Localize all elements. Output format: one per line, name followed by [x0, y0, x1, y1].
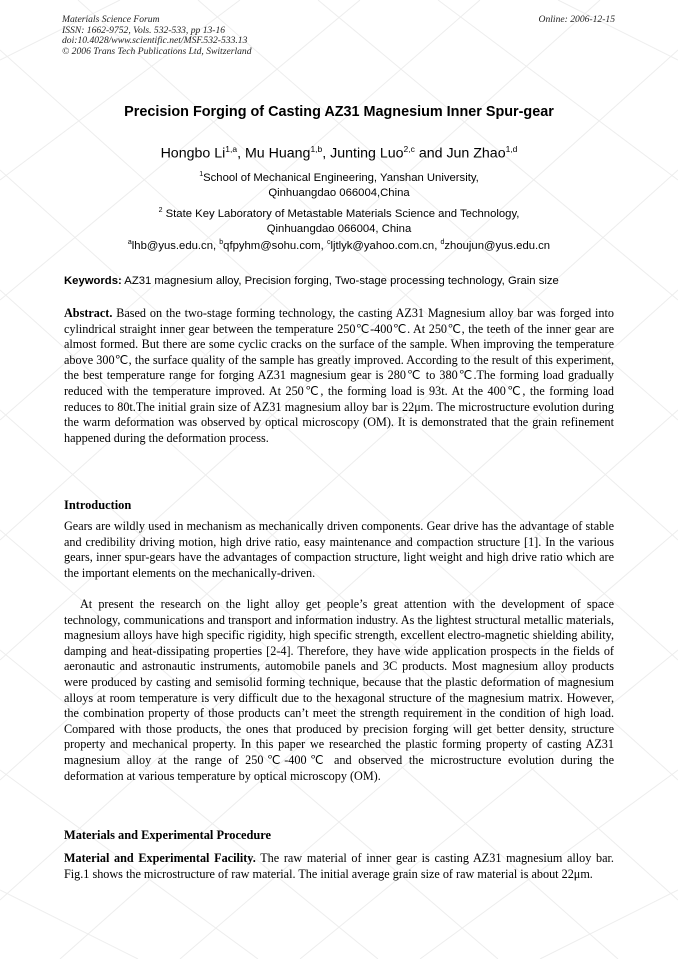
author-superscript: 1,a: [225, 144, 238, 154]
journal-header: [62, 15, 252, 57]
abstract-text: Based on the two-stage forming technology, the casting AZ31 Magnesium alloy bar was forged into cylindrical straight inner gear between the temperature 250℃-400℃. At 250℃, the teeth of the inner gear are almost formed. But there are some cyclic cracks on the surface of the sample. When improving the temperature above 300℃, the surface quality of the sample has greatly improved. According to the result of this experiment, the best temperature range for forging AZ31 magnesium gear is 280℃ to 380℃.The forming load gradually reduced with the temperature improved. At 250℃, the forming load is 93t. At the 400℃, the forming load reduces to 80t.The initial grain size of AZ31 magnesium alloy bar is 22μm. The microstructure evolution during the warm deformation was observed by optical microscopy (OM). It is demonstrated that the grain refinement happened during the deformation process.: [64, 306, 614, 445]
abstract: [64, 306, 614, 446]
author-name: Junting Luo: [330, 145, 404, 162]
author-name: Mu Huang: [244, 145, 311, 162]
journal-name: Materials Science Forum: [62, 14, 160, 25]
affiliation-line: Qinhuangdao 066004, China: [266, 222, 412, 235]
affiliation-line: State Key Laboratory of Metastable Materials Science and Technology,: [162, 207, 520, 220]
affiliation-superscript: 2: [158, 207, 163, 214]
author-list: Hongbo Li$^{1,a}$, Mu Huang$^{1,b}$, Junting Luo$^{2,c}$ and Jun Zhao$^{1,d}$: [160, 144, 518, 162]
paper-title: Precision Forging of Casting AZ31 Magnesium Inner Spur-gear: [124, 104, 554, 120]
abstract-label: Abstract.: [64, 306, 113, 320]
affiliation-superscript: 1: [199, 171, 204, 178]
email-address[interactable]: lhb@yus.edu.cn: [131, 239, 213, 252]
affiliation-2: [0, 203, 678, 237]
affiliation-1: [0, 167, 678, 201]
materials-text: The raw material of inner gear is casting AZ31 magnesium alloy bar. Fig.1 shows the microstructure of raw material. The initial average grain size of raw material is about 22μm.: [64, 851, 614, 881]
affiliation-line: School of Mechanical Engineering, Yanshan University,: [203, 171, 479, 184]
affiliation-line: Qinhuangdao 066004,China: [268, 186, 410, 199]
email-address[interactable]: ljtlyk@yahoo.com.cn: [330, 239, 435, 252]
materials-heading: Materials and Experimental Procedure: [64, 828, 272, 842]
introduction-paragraph-1: Gears are wildly used in mechanism as mechanically driven components. Gear drive has the advantage of stable and credibility driving motion, high drive ratio, easy maintenance and compaction structure [1]. In the various gears, inner spur-gears have the advantages of compaction structure, light weight and high drive ratio which are the important elements on the mechanically-driven.: [64, 519, 614, 580]
keywords: [64, 275, 616, 287]
author-superscript: 2,c: [403, 144, 415, 154]
materials-paragraph: [64, 851, 614, 882]
online-date: Online: 2006-12-15: [538, 14, 615, 25]
email-address[interactable]: zhoujun@yus.edu.cn: [444, 239, 551, 252]
materials-label: Material and Experimental Facility.: [64, 851, 256, 865]
keywords-text: AZ31 magnesium alloy, Precision forging, Two-stage processing technology, Grain size: [121, 275, 559, 287]
author-name: Hongbo Li: [160, 145, 226, 162]
email-list: $^a$lhb@yus.edu.cn, $^b$qfpyhm@sohu.com, $^c$ljtlyk@yahoo.com.cn, $^d$zhoujun@yus.edu.cn: [127, 239, 551, 252]
introduction-heading: Introduction: [64, 498, 132, 512]
author-name: Jun Zhao: [446, 145, 506, 162]
issn-line: ISSN: 1662-9752, Vols. 532-533, pp 13-16: [62, 24, 226, 36]
introduction-paragraph-2: At present the research on the light alloy get people’s great attention with the development of space technology, communications and transport and information industry. As the lightest structural metallic materials, magnesium alloys have high specific rigidity, high specific strength, excellent electro-magnetic shielding ability, damping and heat-dissipating properties [2-4]. Therefore, they have wide application prospects in the fields of aeronautic and astronautic instruments, automobile panels and 3C products. Most magnesium alloy products were produced by casting and semisolid forming technique, because that the plastic deformation of magnesium alloys at room temperature is very difficult due to the hexagonal structure of the magnesium matrix. However, the combination property of those products can’t meet the strength requirement in the condition of high load. Compared with those products, the ones that produced by precision forging will get better density, structure property and mechanical property. In this paper we researched the plastic forming property of casting AZ31 magnesium alloy at the range of 250℃-400℃ and observed the microstructure evolution during the deformation at various temperature by optical microscopy (OM).: [64, 597, 614, 783]
author-superscript: 1,d: [505, 144, 518, 154]
author-superscript: 1,b: [310, 144, 323, 154]
keywords-label: Keywords:: [64, 275, 122, 287]
email-address[interactable]: qfpyhm@sohu.com: [223, 239, 321, 252]
doi-line: doi:10.4028/www.scientific.net/MSF.532-533.13: [62, 35, 248, 47]
copyright-line: © 2006 Trans Tech Publications Ltd, Switzerland: [62, 45, 252, 57]
